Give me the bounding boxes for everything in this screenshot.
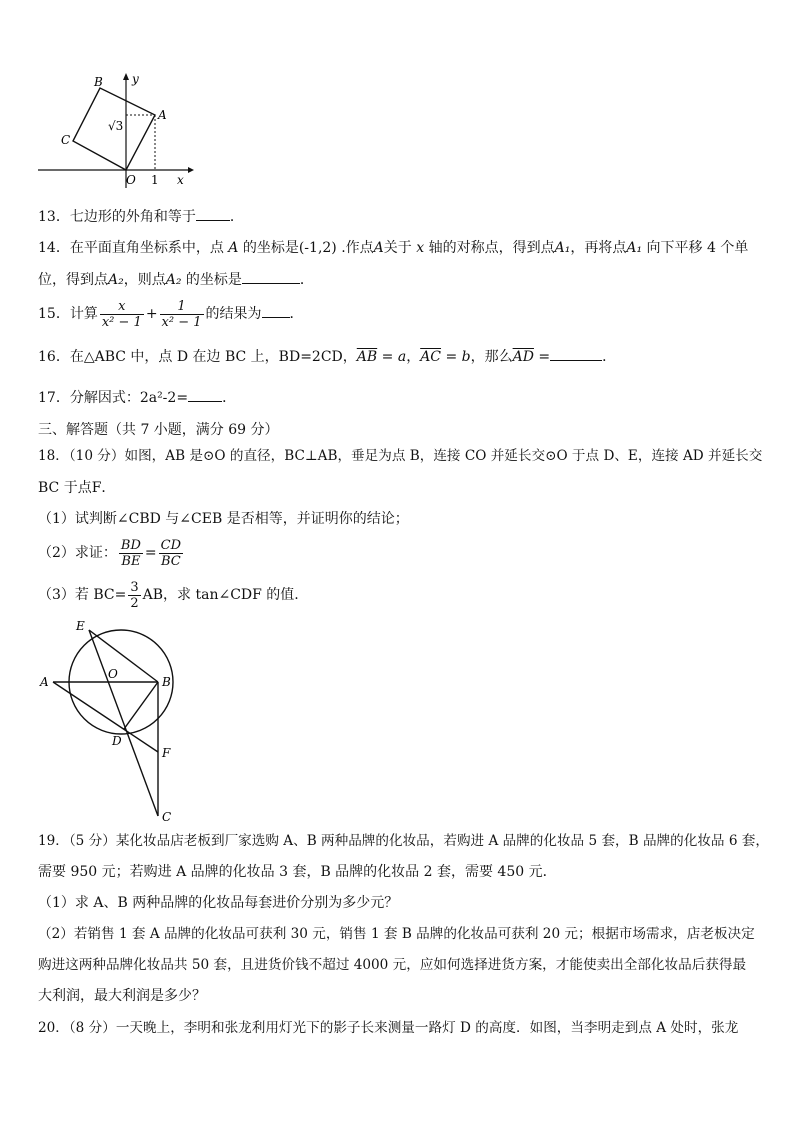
answer-blank-16[interactable]: [550, 348, 602, 361]
figure-circle-tangent: [36, 618, 186, 824]
figure-square-coordinates: [36, 72, 196, 190]
fig2-label-A: A: [40, 675, 49, 689]
question-18-line2: BC 于点F．: [38, 480, 116, 496]
fig1-label-sqrt3: √3: [108, 119, 124, 133]
fig2-label-D: D: [112, 734, 122, 748]
fig2-label-B: B: [162, 675, 171, 689]
section-3-heading: 三、解答题（共 7 小题，满分 69 分）: [38, 422, 279, 438]
question-13: 13．七边形的外角和等于 ．: [38, 209, 244, 225]
question-18-part3: （3）若 BC= $\frac{3}{2}$ AB，求 tan∠CDF 的值.: [38, 579, 299, 611]
fraction-1-over: $\frac{1}{\text{x² − 1}}$: [161, 298, 202, 330]
fig1-label-O: O: [126, 173, 136, 187]
question-18-part1: （1）试判断∠CBD 与∠CEB 是否相等，并证明你的结论；: [38, 511, 409, 527]
question-14-line1: 14．在平面直角坐标系中，点 A 的坐标是(-1,2) .作点A关于 x 轴的对称点，得到点A₁，再将点A₁ 向下平移 4 个单: [38, 240, 749, 256]
question-19-part2-line3: 大利润，最大利润是多少？: [38, 988, 206, 1004]
question-19-part2-line2: 购进这两种品牌化妆品共 50 套，且进货价钱不超过 4000 元，应如何选择进货方案，才能使卖出全部化妆品后获得最: [38, 957, 747, 973]
fig2-label-O: O: [108, 667, 118, 681]
question-15: 15．计算 $\frac{x}{\text{x² − 1}}$ + $\frac{1}{\text{x² − 1}}$ 的结果为 ．: [38, 298, 304, 330]
fraction-x-over: $\frac{x}{\text{x² − 1}}$: [101, 298, 142, 330]
fig2-label-E: E: [76, 619, 85, 633]
question-17: 17．分解因式：2a²-2= ．: [38, 390, 237, 406]
question-20-line1: 20．（8 分）一天晚上，李明和张龙利用灯光下的影子长来测量一路灯 D 的高度．如图，当李明走到点 A 处时，张龙: [38, 1020, 739, 1036]
fig1-label-C: C: [61, 133, 71, 147]
answer-blank-14[interactable]: [242, 271, 300, 284]
question-19-line2: 需要 950 元；若购进 A 品牌的化妆品 3 套，B 品牌的化妆品 2 套，需要 450 元．: [38, 864, 557, 880]
question-19-part2-line1: （2）若销售 1 套 A 品牌的化妆品可获利 30 元，销售 1 套 B 品牌的化妆品可获利 20 元；根据市场需求，店老板决定: [38, 926, 755, 942]
answer-blank-17[interactable]: [188, 389, 222, 402]
fig2-label-C: C: [162, 810, 172, 824]
question-18-part2: （2）求证： $\frac{BD}{BE}$ = $\frac{CD}{BC}$: [38, 537, 182, 569]
fig1-label-1: 1: [151, 173, 159, 187]
question-19-line1: 19．（5 分）某化妆品店老板到厂家选购 A、B 两种品牌的化妆品，若购进 A 品牌的化妆品 5 套，B 品牌的化妆品 6 套，: [38, 833, 769, 849]
answer-blank-13[interactable]: [196, 208, 230, 221]
fig1-label-B: B: [94, 75, 103, 89]
fig2-label-F: F: [162, 746, 171, 760]
fig1-label-y: y: [132, 72, 139, 86]
fig1-label-A: A: [158, 108, 167, 122]
question-16: 16．在△ABC 中，点 D 在边 BC 上，BD=2CD，$\overline{AB} = a$，$\overline{AC} = b$，那么$\overline{AD}$ = ．: [38, 349, 617, 365]
fig1-label-x: x: [177, 173, 184, 187]
question-19-part1: （1）求 A、B 两种品牌的化妆品每套进价分别为多少元？: [38, 895, 399, 911]
question-18-line1: 18．（10 分）如图，AB 是⊙O 的直径，BC⊥AB，垂足为点 B，连接 CO 并延长交⊙O 于点 D、E，连接 AD 并延长交: [38, 448, 763, 464]
answer-blank-15[interactable]: [262, 305, 290, 318]
question-14-line2: 位，得到点A₂，则点A₂ 的坐标是 ．: [38, 272, 314, 288]
